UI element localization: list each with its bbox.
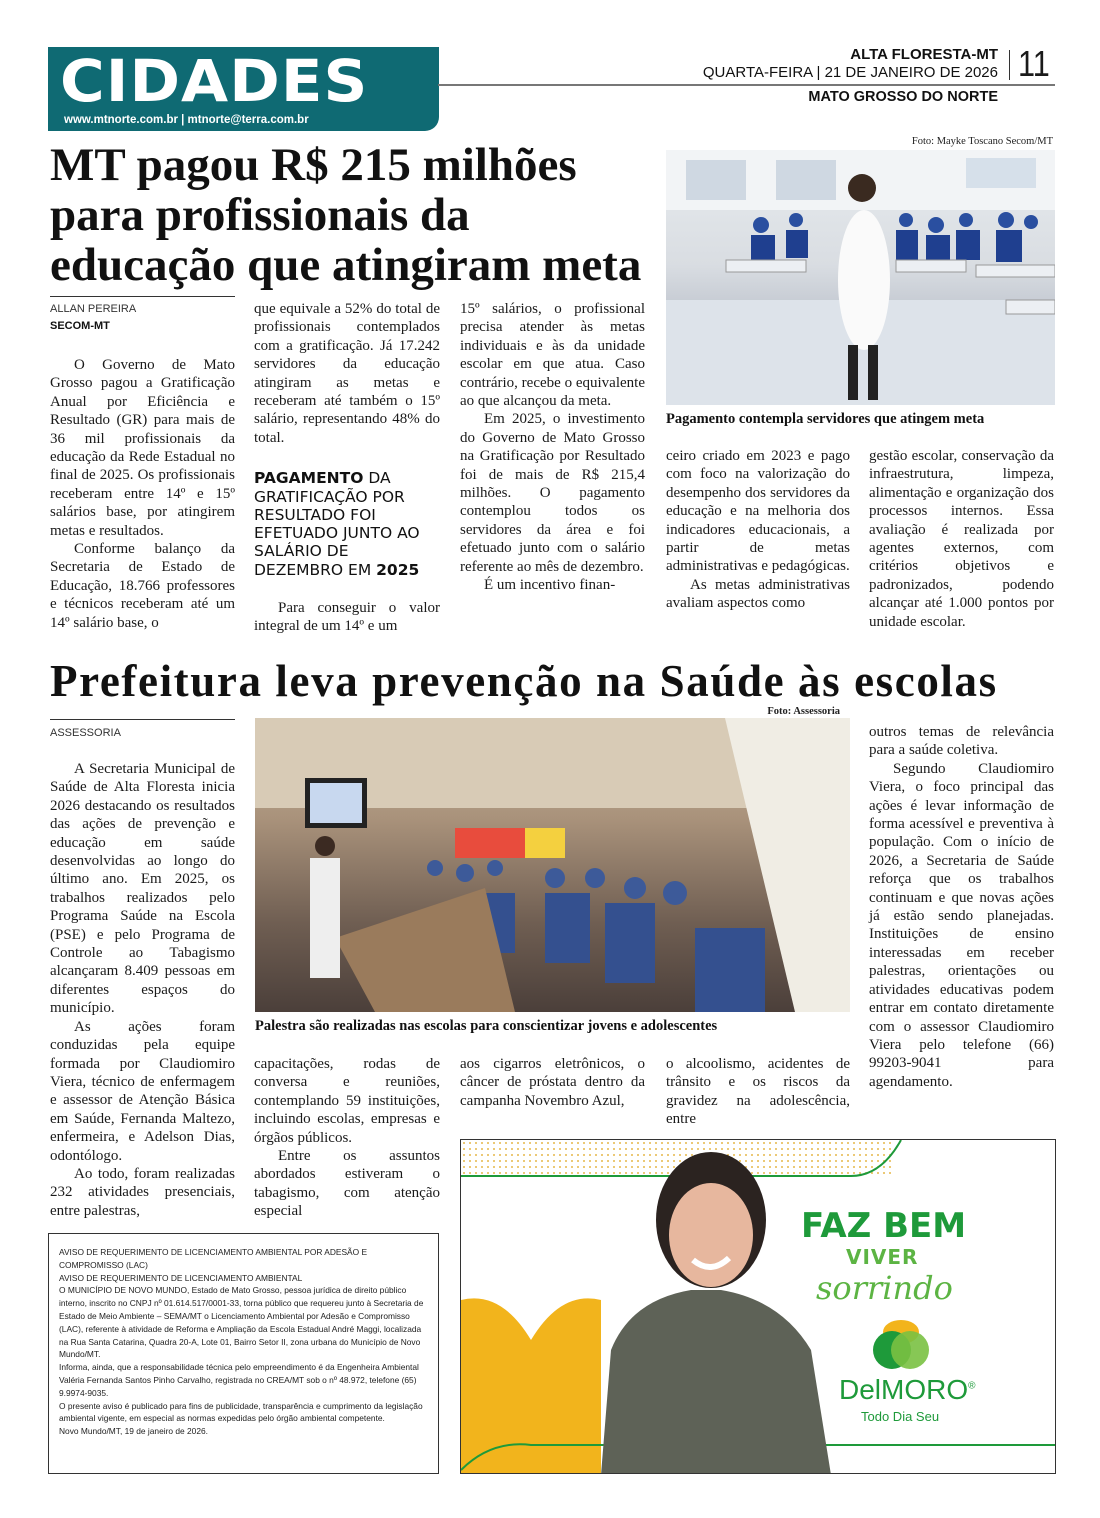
- subhead: [254, 469, 440, 579]
- paragraph: outros temas de relevância para a saúde coletiva.: [869, 724, 1054, 759]
- ad-script: sorrindo: [816, 1269, 953, 1307]
- notice-title: AVISO DE REQUERIMENTO DE LICENCIAMENTO AMBIENTAL POR ADESÃO E COMPROMISSO (LAC): [59, 1247, 368, 1270]
- article2-column-1: [50, 760, 235, 1220]
- paragraph: o alcoolismo, acidentes de trânsito e os riscos da gravidez na adolescência, entre: [666, 1056, 850, 1128]
- paragraph: que equivale a 52% do total de profissionais contemplados com a gratificação. Já 17.242 servidores da educação atingiram as metas e receberam até também o 15º salário, representando 48% do total.: [254, 301, 440, 446]
- author: ALLAN PEREIRA: [50, 303, 137, 315]
- brand-text: DelMORO: [839, 1374, 969, 1405]
- divider: [50, 296, 235, 297]
- article2-column-4: [666, 1055, 850, 1129]
- classroom-photo: [666, 150, 1055, 405]
- author: ASSESSORIA: [50, 727, 121, 739]
- brand-tagline: Todo Dia Seu: [861, 1409, 940, 1424]
- photo-credit: Foto: Mayke Toscano Secom/MT: [911, 136, 1053, 147]
- paragraph: É um incentivo finan-: [484, 577, 616, 594]
- photo-caption: Pagamento contempla servidores que atingem meta: [666, 411, 985, 427]
- paragraph: O Governo de Mato Grosso pagou a Gratificação Anual por Eficiência e Resultado (GR) para mais de 36 mil profissionais da educação da Rede Estadual no final de 2025. Os profissionais receberam entre 14º e 15º salários base, por atingirem metas e resultados.: [50, 357, 235, 539]
- section-banner: [48, 47, 439, 131]
- article1-column-2: [254, 300, 440, 636]
- article2-column-5: [869, 723, 1054, 1091]
- paragraph: Entre os assuntos abordados estiveram o tabagismo, com atenção especial: [254, 1148, 440, 1220]
- contacts: www.mtnorte.com.br | mtnorte@terra.com.br: [64, 114, 309, 126]
- article2-headline: Prefeitura leva prevenção na Saúde às escolas: [50, 656, 998, 706]
- subhead-bold: PAGAMENTO: [254, 469, 364, 488]
- paragraph: As ações foram conduzidas pela equipe formada por Claudiomiro Viera, técnico de enfermagem e assessor de Atenção Básica em Saúde, Fernanda Maltezo, enfermeira, e Adelson Dias, odontólogo.: [50, 1018, 235, 1164]
- notice-text: O MUNICÍPIO DE NOVO MUNDO, Estado de Mato Grosso, pessoa jurídica de direito público interno, inscrito no CNPJ nº 01.614.517/0001-33, torna público que requereu junto à Secretaria de Estado de Meio Ambiente – SEMA/MT o Licenciamento Ambiental por Adesão e Compromisso (LAC), referente à atividade de Reforma e Ampliação da Escola Estadual André Maggi, localizada na Rua Santa Catarina, Quadra 20-A, Lote 01, Bairro Setor II, zona urbana do Município de Novo Mundo/MT.: [59, 1285, 424, 1360]
- article1-headline: MT pagou R$ 215 milhões para profissionais da educação que atingiram meta: [50, 139, 642, 291]
- paragraph: 15º salários, o profissional precisa atender às metas individuais e às da unidade escolar em que atua. Caso contrário, recebe o equivalente ao que alcançou da meta.: [460, 301, 645, 410]
- date: QUARTA-FEIRA | 21 DE JANEIRO DE 2026: [702, 64, 998, 81]
- article1-column-3: [460, 300, 645, 595]
- article1-column-5: [869, 447, 1054, 631]
- section-title: CIDADES: [60, 47, 369, 115]
- subhead-text: DA GRATIFICAÇÃO POR RESULTADO FOI EFETUADO JUNTO AO SALÁRIO DE DEZEMBRO EM: [254, 469, 420, 579]
- photo-caption: Palestra são realizadas nas escolas para conscientizar jovens e adolescentes: [255, 1018, 718, 1034]
- paragraph: Ao todo, foram realizadas 232 atividades presenciais, entre palestras,: [50, 1165, 235, 1219]
- paragraph: Para conseguir o valor integral de um 14º e um: [254, 600, 440, 635]
- article2-column-3: [460, 1055, 645, 1110]
- paragraph: aos cigarros eletrônicos, o câncer de próstata dentro da campanha Novembro Azul,: [460, 1056, 645, 1109]
- article1-column-4: [666, 447, 850, 613]
- photo-credit: Foto: Assessoria: [767, 706, 840, 717]
- author-org: SECOM-MT: [50, 320, 110, 332]
- subhead-bold: 2025: [376, 560, 420, 579]
- paragraph: Em 2025, o investimento do Governo de Mato Grosso na Gratificação por Resultado foi de mais de R$ 215,4 milhões. O pagamento contemplou todos os servidores da área e foi efetuado junto com o salário referente ao mês de dezembro.: [460, 411, 645, 575]
- paragraph: As metas administrativas avaliam aspectos como: [666, 576, 850, 612]
- delmoro-advertisement: [460, 1139, 1056, 1474]
- divider: [1009, 50, 1010, 80]
- delmoro-logo-icon: [871, 1318, 931, 1373]
- ad-background: [461, 1140, 1056, 1474]
- article2-column-2: [254, 1055, 440, 1221]
- notice-text: O presente aviso é publicado para fins de publicidade, transparência e cumprimento da legislação ambiental vigente, em especial as normas expedidas pelo órgão ambiental competente.: [59, 1400, 423, 1424]
- paragraph: Segundo Claudiomiro Viera, o foco principal das ações é levar informação de forma acessível e preventiva à população. Com o início de 2026, a Secretaria de Saúde reforça que os trabalhos continuam e que novas ações já estão sendo planejadas. Instituições de ensino interessadas em receber palestras, orientações ou atividades educativas podem entrar em contato diretamente com o assessor Claudiomiro Viera pelo telefone (66) 99203-9041 para agendamento.: [869, 760, 1054, 1090]
- divider: [50, 719, 235, 720]
- header-rule: [438, 84, 1055, 86]
- ad-subline: VIVER: [846, 1245, 919, 1269]
- region: MATO GROSSO DO NORTE: [808, 89, 998, 105]
- ad-headline: FAZ BEM: [801, 1206, 967, 1246]
- article1-column-1: [50, 356, 235, 632]
- registered-mark: ®: [968, 1380, 976, 1392]
- city: ALTA FLORESTA-MT: [850, 46, 998, 63]
- notice-subtitle: AVISO DE REQUERIMENTO DE LICENCIAMENTO AMBIENTAL: [59, 1272, 303, 1283]
- paragraph: ceiro criado em 2023 e pago com foco na valorização do desempenho dos servidores da educação e na melhoria dos indicadores educacionais, a partir de metas administrativas e pedagógicas.: [666, 448, 850, 575]
- brand-name: [839, 1374, 976, 1406]
- legal-notice: [48, 1233, 439, 1474]
- paragraph: capacitações, rodas de conversa e reuniões, contemplando 59 instituições, incluindo escolas, empresas e órgãos públicos.: [254, 1056, 440, 1146]
- notice-date: Novo Mundo/MT, 19 de janeiro de 2026.: [59, 1426, 208, 1437]
- notice-text: Informa, ainda, que a responsabilidade técnica pelo empreendimento é da Engenheira Ambiental Valéria Fernanda Santos Pinho Carvalho, registrada no CREA/MT sob o nº 48.972, telefone (65) 9.9974-9035.: [59, 1362, 419, 1398]
- lecture-photo: [255, 718, 850, 1012]
- paragraph: gestão escolar, conservação da infraestrutura, limpeza, alimentação e organização dos processos internos. Essa avaliação é realizada por agentes externos, com critérios objetivos e padronizados, podendo alcançar até 1.000 pontos por unidade escolar.: [869, 448, 1054, 630]
- page-number: 11: [1018, 43, 1050, 84]
- paragraph: Conforme balanço da Secretaria de Estado de Educação, 18.766 professores e técnicos receberam até um 14º salário base, o: [50, 541, 235, 631]
- paragraph: A Secretaria Municipal de Saúde de Alta Floresta inicia 2026 destacando os resultados das ações de prevenção e educação em saúde desenvolvidas ao longo do último ano. Em 2025, os trabalhos realizados pelo Programa Saúde na Escola (PSE) e pelo Programa de Controle ao Tabagismo alcançaram 8.409 pessoas em diferentes espaços do município.: [50, 761, 235, 1017]
